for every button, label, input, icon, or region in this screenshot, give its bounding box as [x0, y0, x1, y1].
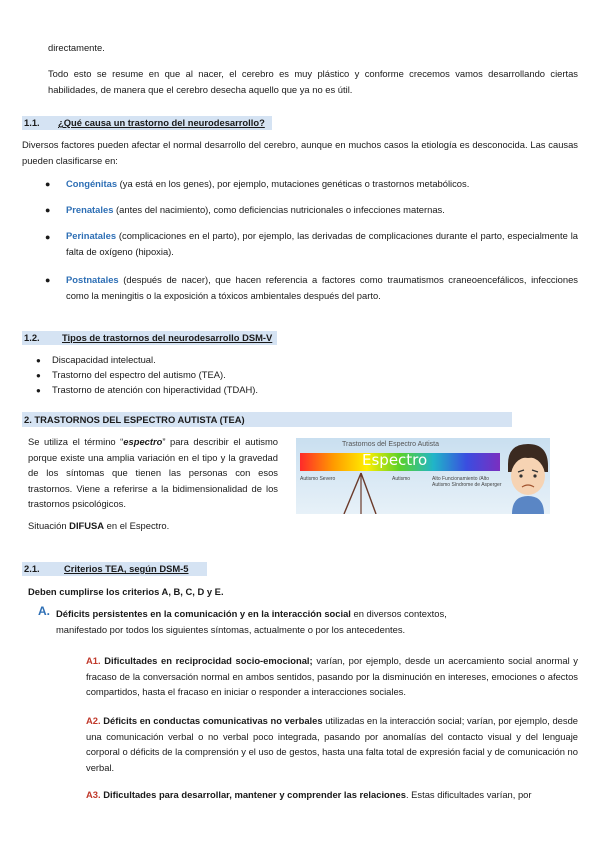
section-number: 1.1. — [24, 117, 40, 128]
chapter-heading: 2. TRASTORNOS DEL ESPECTRO AUTISTA (TEA) — [24, 414, 245, 425]
tripod-icon — [336, 471, 386, 514]
bullet-icon: ● — [45, 205, 51, 215]
intro-paragraph: Todo esto se resume en que al nacer, el cerebro es muy plástico y conforme crecemos vamos desarrollando ciertas habilidades, de manera que el cerebro desecha aquello que ya no es útil. — [48, 68, 578, 95]
criterion-a2: A2. Déficits en conductas comunicativas no verbales utilizadas en la interacción social; varían, por ejemplo, desde una comunicación verbal o no verbal poco integrada, pasando por anomalías del contacto visual y del lenguaje corporal o déficits de la comprensión y el uso de gestos, hasta una falta total de expresión facial y de comunicación no verbal. — [86, 715, 578, 773]
section-number: 1.2. — [24, 332, 40, 343]
list-item: Perinatales (complicaciones en el parto), por ejemplo, las derivadas de complicaciones durante el parto, especialmente la falta de oxígeno (hipoxia). — [66, 230, 578, 257]
bullet-icon: ● — [45, 275, 51, 285]
criterion-a: Déficits persistentes en la comunicación y en la interacción social en diversos contextos, — [56, 608, 447, 619]
bullet-icon: ● — [36, 356, 41, 365]
bullet-icon: ● — [45, 232, 51, 242]
section-title: Tipos de trastornos del neurodesarrollo DSM-V — [62, 332, 273, 343]
list-item: Trastorno de atención con hiperactividad (TDAH). — [52, 384, 258, 395]
spectrum-banner: Espectro — [362, 451, 428, 469]
bullet-icon: ● — [45, 179, 51, 189]
section-title: Criterios TEA, según DSM-5 — [64, 563, 189, 574]
bullet-icon: ● — [36, 371, 41, 380]
criteria-note: Deben cumplirse los criterios A, B, C, D y E. — [28, 586, 224, 597]
label-right: Alto Funcionamiento /Alto Autismo Síndrome de Asperger — [432, 476, 502, 488]
criterion-a3: A3. Dificultades para desarrollar, mantener y comprender las relaciones. Estas dificultades varían, por — [86, 789, 532, 800]
causes-paragraph: Diversos factores pueden afectar el normal desarrollo del cerebro, aunque en muchos casos la etiología es desconocida. Las causas pueden clasificarse en: — [22, 139, 578, 166]
list-item: Trastorno del espectro del autismo (TEA). — [52, 369, 226, 380]
spectrum-image — [296, 438, 550, 514]
image-title: Trastornos del Espectro Autista — [342, 441, 440, 448]
criterion-a-line2: manifestado por todos los siguientes síntomas, actualmente o por los antecedentes. — [56, 624, 406, 635]
section-title: ¿Qué causa un trastorno del neurodesarrollo? — [58, 117, 265, 128]
list-item: Congénitas (ya está en los genes), por ejemplo, mutaciones genéticas o trastornos metabólicos. — [66, 178, 470, 189]
intro-line: directamente. — [48, 42, 105, 53]
criterion-a1: A1. Dificultades en reciprocidad socio-emocional; varían, por ejemplo, desde un acercamiento social anormal y fracaso de la conversación normal en ambos sentidos, pasando por la disminución en intereses, emociones o afectos compartidos, hasta el fracaso en iniciar o responder a interacciones sociales. — [86, 655, 578, 697]
label-left: Autismo Severo — [300, 476, 336, 482]
child-face-icon — [504, 442, 550, 514]
situation-line: Situación DIFUSA en el Espectro. — [28, 520, 170, 531]
bullet-icon: ● — [36, 386, 41, 395]
label-mid: Autismo — [392, 476, 411, 482]
list-item: Postnatales (después de nacer), que hacen referencia a factores como traumatismos craneoencefálicos, infecciones como la meningitis o la exposición a tóxicos ambientales después del parto. — [66, 274, 578, 301]
list-item: Prenatales (antes del nacimiento), como deficiencias nutricionales o infecciones maternas. — [66, 204, 445, 215]
list-item: Discapacidad intelectual. — [52, 354, 156, 365]
criterion-letter: A. — [38, 604, 50, 618]
spectrum-paragraph: Se utiliza el término “espectro” para describir el autismo porque existe una amplia variación en el tipo y la gravedad de los síntomas que tienen las personas con esos trastornos. Viene a referirse a la bidimensionalidad de los trastornos psicológicos. — [28, 436, 278, 509]
section-number: 2.1. — [24, 563, 40, 574]
